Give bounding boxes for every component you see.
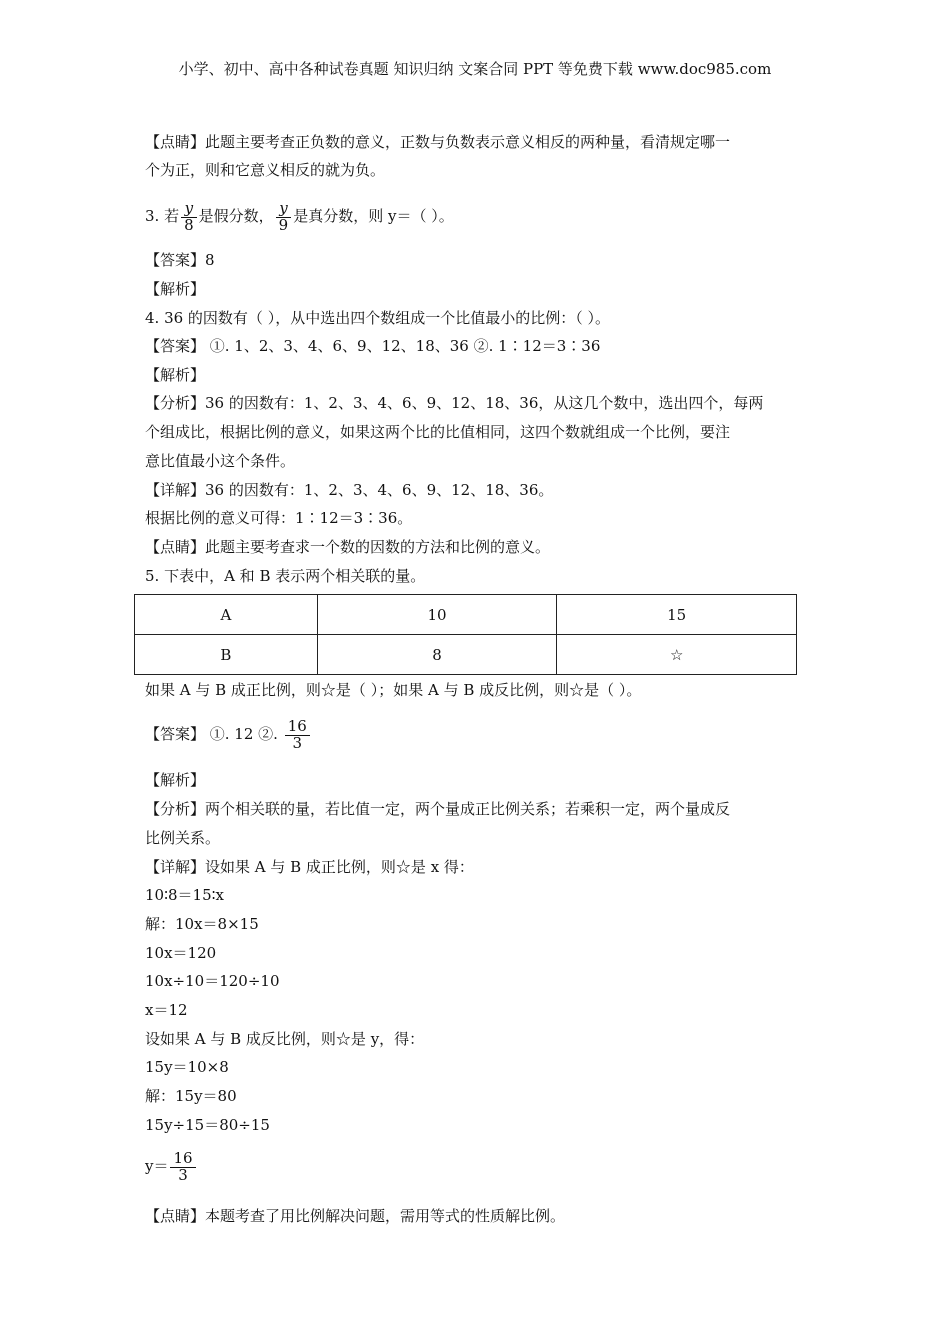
fraction-numerator: y (184, 198, 194, 217)
table-cell: 10 (317, 595, 557, 635)
q4-fenxi-1: 【分析】36 的因数有：1、2、3、4、6、9、12、18、36，从这几个数中，选出四个，每两 (145, 394, 764, 412)
table-cell: 15 (557, 595, 797, 635)
fraction-numerator: 16 (287, 716, 307, 735)
q5-step-10 (145, 1144, 198, 1188)
fraction-denominator: 3 (285, 735, 310, 752)
q5-step-8: 解：15y＝80 (145, 1087, 237, 1105)
q5-answer (145, 712, 312, 756)
q5-step-2: 解：10x＝8×15 (145, 915, 259, 933)
q5-fenxi-2: 比例关系。 (145, 829, 221, 847)
q3-middle: 是假分数， (198, 207, 274, 225)
fraction-denominator: 9 (276, 217, 292, 234)
q4-answer: 【答案】 ①. 1、2、3、4、6、9、12、18、36 ②. 1∶12＝3∶36 (145, 337, 601, 355)
q5-step-3: 10x＝120 (145, 944, 217, 962)
q4-xiangjie-2: 根据比例的意义可得：1∶12＝3∶36。 (145, 509, 413, 527)
dianjing-line-1: 【点睛】此题主要考查正负数的意义，正数与负数表示意义相反的两种量，看清规定哪一 (145, 133, 731, 151)
table-row (135, 635, 797, 675)
fraction-16-over-3 (285, 716, 310, 752)
table-cell: ☆ (557, 635, 797, 675)
q5-step-10-prefix: y＝ (145, 1157, 169, 1175)
table-row (135, 595, 797, 635)
q5-step-4: 10x÷10＝120÷10 (145, 972, 280, 990)
table-cell: A (135, 595, 318, 635)
fraction-numerator: 16 (173, 1148, 193, 1167)
q5-fenxi-1: 【分析】两个相关联的量，若比值一定，两个量成正比例关系；若乘积一定，两个量成反 (145, 800, 731, 818)
q5-step-5: x＝12 (145, 1001, 188, 1019)
fraction-16-over-3 (170, 1148, 195, 1184)
question-5: 5. 下表中，A 和 B 表示两个相关联的量。 (145, 567, 426, 585)
fraction-y-over-9 (276, 198, 292, 234)
q5-step-1: 10∶8＝15∶x (145, 886, 224, 904)
q3-prefix: 3. 若 (145, 207, 180, 225)
table-cell: B (135, 635, 318, 675)
q5-analysis: 【解析】 (145, 771, 206, 789)
fraction-denominator: 8 (181, 217, 197, 234)
q5-step-9: 15y÷15＝80÷15 (145, 1116, 270, 1134)
q4-fenxi-3: 意比值最小这个条件。 (145, 452, 296, 470)
fraction-numerator: y (279, 198, 288, 217)
q5-xiangjie-1: 【详解】设如果 A 与 B 成正比例，则☆是 x 得： (145, 858, 474, 876)
dianjing-line-2: 个为正，则和它意义相反的就为负。 (145, 161, 386, 179)
question-4: 4. 36 的因数有（ ），从中选出四个数组成一个比值最小的比例：（ ）。 (145, 309, 610, 327)
q5-step-6: 设如果 A 与 B 成反比例，则☆是 y，得： (145, 1030, 425, 1048)
q5-after-table: 如果 A 与 B 成正比例，则☆是（ ）；如果 A 与 B 成反比例，则☆是（ ）。 (145, 681, 642, 699)
q4-dianjing: 【点睛】此题主要考查求一个数的因数的方法和比例的意义。 (145, 538, 551, 556)
q4-analysis: 【解析】 (145, 366, 206, 384)
q3-suffix: 是真分数，则 y＝（ ）。 (293, 207, 454, 225)
question-3 (145, 197, 454, 235)
q4-xiangjie-1: 【详解】36 的因数有：1、2、3、4、6、9、12、18、36。 (145, 481, 554, 499)
fraction-y-over-8 (181, 198, 197, 234)
q5-answer-text: 【答案】 ①. 12 ②. (145, 725, 278, 743)
q4-fenxi-2: 个组成比，根据比例的意义，如果这两个比的比值相同，这四个数就组成一个比例，要注 (145, 423, 731, 441)
fraction-denominator: 3 (170, 1167, 195, 1184)
q5-dianjing: 【点睛】本题考查了用比例解决问题，需用等式的性质解比例。 (145, 1207, 566, 1225)
q3-answer: 【答案】8 (145, 251, 215, 269)
page-header: 小学、初中、高中各种试卷真题 知识归纳 文案合同 PPT 等免费下载 www.doc985.com (178, 60, 772, 78)
q3-analysis: 【解析】 (145, 280, 206, 298)
q5-step-7: 15y＝10×8 (145, 1058, 229, 1076)
ab-table (134, 594, 797, 675)
table-cell: 8 (317, 635, 557, 675)
